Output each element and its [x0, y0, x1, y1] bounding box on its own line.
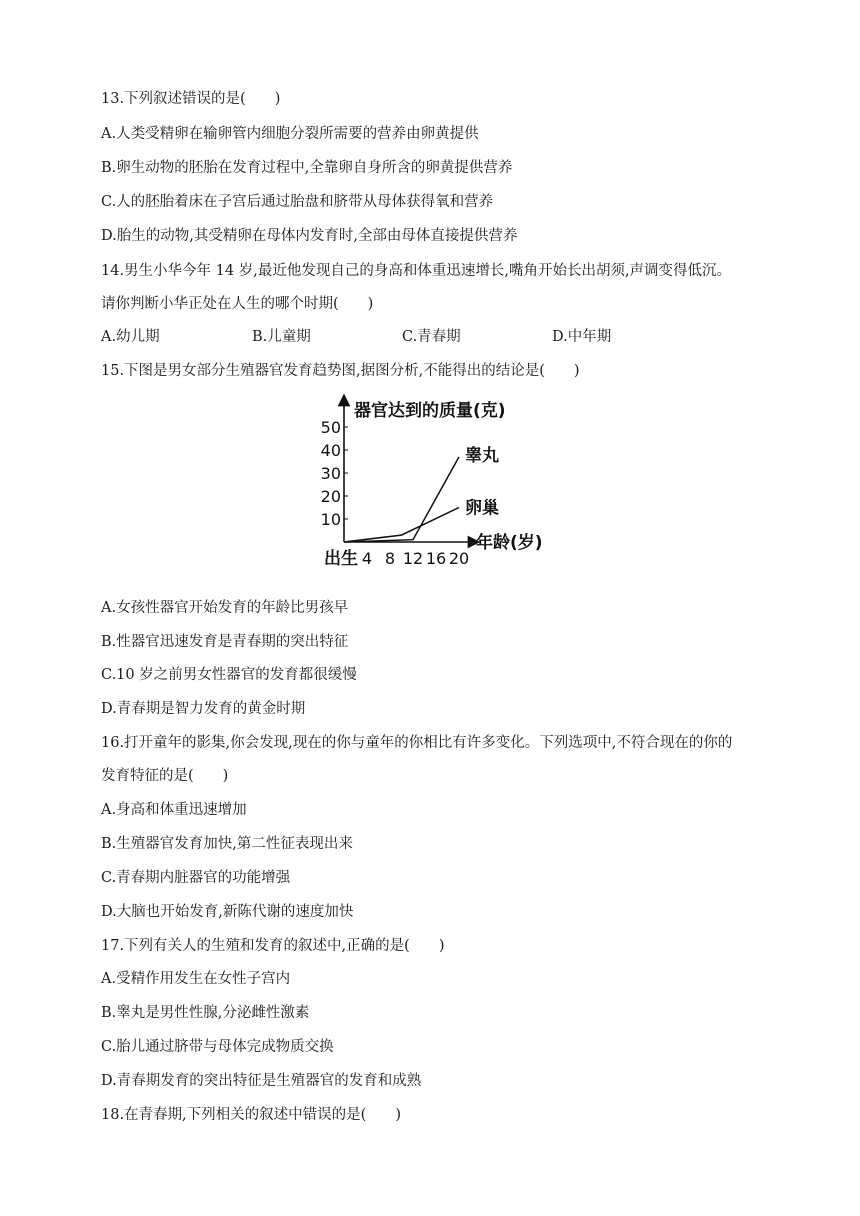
x-tick-labels: [362, 549, 469, 568]
series-lines: [344, 445, 499, 542]
y-tick-label: 40: [320, 441, 341, 460]
q14-option-a: A.幼儿期: [101, 329, 160, 345]
q16-option-b: B.生殖器官发育加快,第二性征表现出来: [101, 836, 353, 852]
q15-stem: 15.下图是男女部分生殖器官发育趋势图,据图分析,不能得出的结论是( ): [101, 363, 580, 379]
q16-option-c: C.青春期内脏器官的功能增强: [101, 870, 291, 886]
x-tick-label: 20: [448, 549, 470, 568]
q17-stem: 17.下列有关人的生殖和发育的叙述中,正确的是( ): [101, 938, 445, 954]
q14-stem-line2: 请你判断小华正处在人生的哪个时期( ): [101, 296, 374, 312]
y-axis-label: 器官达到的质量(克): [354, 401, 506, 421]
y-tick-label: 50: [320, 418, 341, 437]
q17-option-a: A.受精作用发生在女性子宫内: [101, 971, 291, 987]
q16-stem-line2: 发育特征的是( ): [101, 768, 229, 784]
series-line-ovary: [344, 508, 459, 543]
q13-stem: 13.下列叙述错误的是( ): [101, 91, 281, 107]
q16-option-a: A.身高和体重迅速增加: [101, 802, 247, 818]
q17-option-d: D.青春期发育的突出特征是生殖器官的发育和成熟: [101, 1073, 422, 1089]
x-axis-label: 年龄(岁): [476, 533, 543, 553]
series-line-testis: [344, 457, 459, 542]
x-tick-label: 4: [361, 549, 373, 568]
q15-option-c: C.10 岁之前男女性器官的发育都很缓慢: [101, 667, 357, 683]
series-label: 睾丸: [465, 445, 499, 466]
q18-stem: 18.在青春期,下列相关的叙述中错误的是( ): [101, 1107, 401, 1123]
q16-stem-line1: 16.打开童年的影集,你会发现,现在的你与童年的你相比有许多变化。下列选项中,不符合现在的你的: [101, 735, 733, 751]
q13-option-d: D.胎生的动物,其受精卵在母体内发育时,全部由母体直接提供营养: [101, 228, 518, 244]
y-tick-label: 10: [320, 510, 341, 529]
q14-option-b: B.儿童期: [252, 329, 311, 345]
q17-option-b: B.睾丸是男性性腺,分泌雌性激素: [101, 1005, 310, 1021]
q14-option-d: D.中年期: [552, 329, 612, 345]
q13-option-b: B.卵生动物的胚胎在发育过程中,全靠卵自身所含的卵黄提供营养: [101, 160, 513, 176]
q14-stem-line1: 14.男生小华今年 14 岁,最近他发现自己的身高和体重迅速增长,嘴角开始长出胡须,声调变得低沉。: [101, 263, 732, 279]
q15-option-b: B.性器官迅速发育是青春期的突出特征: [101, 634, 349, 650]
x-tick-label: 16: [425, 549, 447, 568]
organ-development-chart: [316, 394, 556, 574]
x-tick-label: 8: [384, 549, 396, 568]
series-label: 卵巢: [465, 498, 499, 519]
q13-option-a: A.人类受精卵在输卵管内细胞分裂所需要的营养由卵黄提供: [101, 126, 479, 142]
y-tick-label: 30: [320, 464, 341, 483]
q16-option-d: D.大脑也开始发育,新陈代谢的速度加快: [101, 904, 354, 920]
y-tick-label: 20: [320, 487, 341, 506]
q17-option-c: C.胎儿通过脐带与母体完成物质交换: [101, 1039, 334, 1055]
q15-option-d: D.青春期是智力发育的黄金时期: [101, 701, 306, 717]
q15-option-a: A.女孩性器官开始发育的年龄比男孩早: [101, 600, 349, 616]
q14-option-c: C.青春期: [402, 329, 461, 345]
q13-option-c: C.人的胚胎着床在子宫后通过胎盘和脐带从母体获得氧和营养: [101, 194, 494, 210]
origin-label: 出生: [324, 549, 358, 569]
x-tick-label: 12: [402, 549, 424, 568]
